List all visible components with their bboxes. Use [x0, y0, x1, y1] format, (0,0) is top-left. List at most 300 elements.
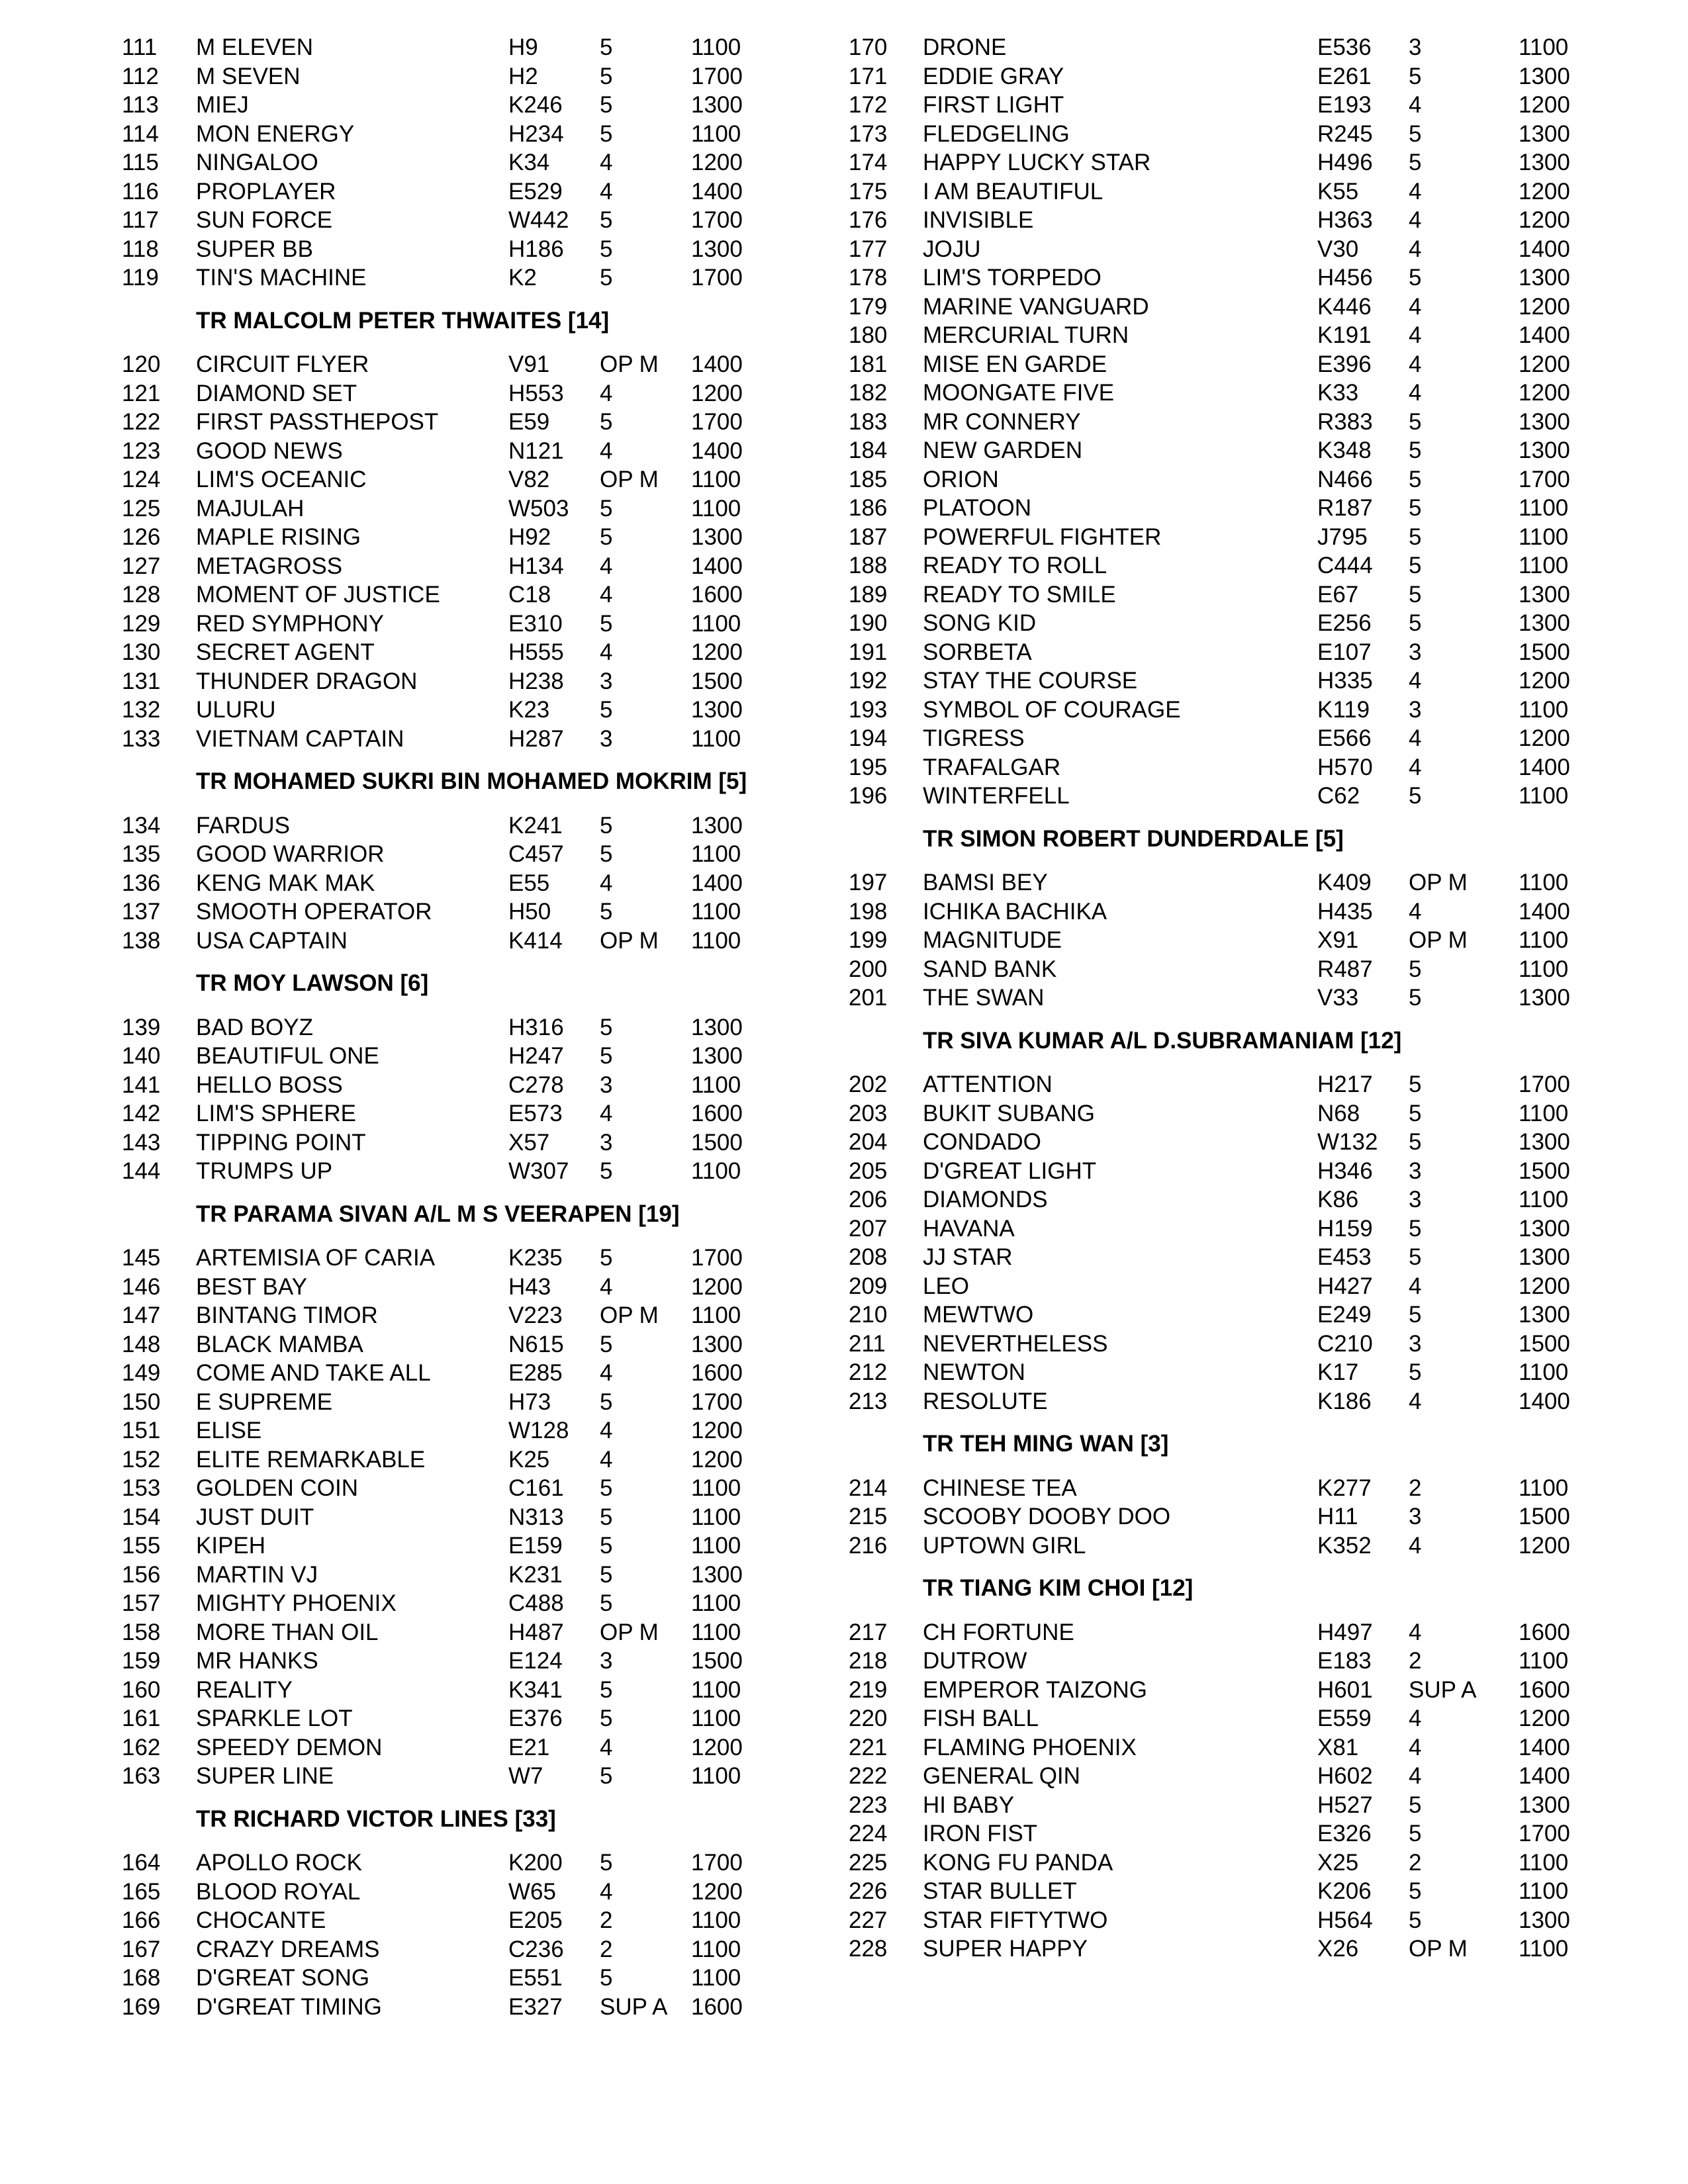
horse-code: V82 [508, 467, 550, 492]
horse-grade: 4 [1409, 351, 1422, 377]
horse-code: W442 [508, 207, 569, 233]
horse-code: H564 [1317, 1907, 1373, 1933]
horse-row [122, 381, 876, 407]
horse-row [122, 121, 876, 148]
horse-code: W132 [1317, 1129, 1378, 1155]
horse-number: 193 [849, 696, 888, 723]
horse-name: SYMBOL OF COURAGE [923, 696, 1181, 723]
horse-name: TIPPING POINT [196, 1129, 366, 1156]
horse-number: 225 [849, 1849, 888, 1876]
horse-code: V30 [1317, 236, 1359, 262]
horse-distance: 1200 [691, 1878, 743, 1905]
horse-code: E559 [1317, 1706, 1372, 1731]
horse-number: 122 [122, 409, 161, 435]
horse-number: 173 [849, 120, 888, 147]
horse-row [122, 1648, 876, 1674]
horse-grade: 4 [1409, 293, 1422, 320]
horse-grade: 5 [600, 1763, 613, 1789]
horse-row [122, 870, 876, 897]
trainer-heading [849, 1028, 1603, 1054]
horse-grade: 5 [600, 610, 613, 637]
horse-number: 160 [122, 1676, 161, 1703]
horse-code: H92 [508, 524, 551, 550]
horse-grade: 5 [1409, 120, 1422, 147]
horse-name: TIN'S MACHINE [196, 265, 367, 291]
horse-number: 169 [122, 1993, 161, 2020]
horse-grade: 4 [1409, 207, 1422, 233]
horse-name: LIM'S SPHERE [196, 1101, 357, 1126]
horse-name: HAPPY LUCKY STAR [923, 150, 1151, 175]
horse-distance: 1400 [691, 437, 743, 464]
horse-number: 213 [849, 1388, 888, 1414]
horse-name: MAJULAH [196, 495, 305, 522]
horse-grade: 3 [600, 1129, 613, 1156]
horse-grade: 4 [600, 1446, 613, 1473]
horse-number: 115 [122, 150, 159, 175]
horse-number: 214 [849, 1475, 888, 1501]
horse-row [849, 467, 1603, 493]
horse-name: APOLLO ROCK [196, 1850, 362, 1876]
horse-name: GOLDEN COIN [196, 1475, 359, 1501]
horse-distance: 1500 [1519, 1504, 1570, 1529]
horse-row [849, 121, 1603, 148]
horse-grade: 3 [600, 1071, 613, 1098]
horse-grade: 2 [1409, 1849, 1422, 1876]
horse-row [849, 553, 1603, 579]
horse-grade: 5 [600, 1245, 613, 1271]
horse-distance: 1600 [691, 1360, 743, 1386]
trainer-heading [849, 1431, 1603, 1457]
horse-code: K341 [508, 1676, 563, 1703]
horse-distance: 1300 [691, 1014, 743, 1040]
horse-row [122, 1850, 876, 1876]
horse-code: E310 [508, 610, 563, 637]
trainer-heading [122, 970, 876, 997]
horse-distance: 1300 [1519, 1244, 1570, 1270]
horse-grade: 4 [600, 1734, 613, 1760]
horse-row [849, 610, 1603, 637]
horse-number: 178 [849, 265, 888, 291]
trainer-heading-text: TR TIANG KIM CHOI [12] [923, 1575, 1194, 1601]
horse-code: E193 [1317, 92, 1372, 118]
horse-distance: 1400 [1519, 1388, 1570, 1414]
horse-distance: 1400 [1519, 1763, 1570, 1789]
horse-number: 179 [849, 293, 888, 320]
horse-number: 128 [122, 582, 161, 608]
horse-name: DRONE [923, 34, 1007, 60]
horse-name: RESOLUTE [923, 1388, 1048, 1414]
horse-code: K409 [1317, 870, 1372, 895]
horse-code: N313 [508, 1504, 564, 1530]
horse-grade: 5 [1409, 783, 1422, 809]
horse-row [849, 1850, 1603, 1876]
horse-distance: 1300 [1519, 437, 1570, 463]
horse-grade: 4 [1409, 92, 1422, 118]
horse-grade: 3 [1409, 1330, 1422, 1357]
horse-code: C488 [508, 1590, 564, 1616]
horse-grade: 2 [600, 1907, 613, 1933]
horse-number: 156 [122, 1561, 161, 1588]
horse-distance: 1700 [691, 63, 743, 89]
horse-row [849, 1763, 1603, 1790]
horse-distance: 1200 [691, 1446, 743, 1473]
horse-grade: 4 [600, 1273, 613, 1300]
horse-distance: 1300 [1519, 120, 1570, 147]
horse-row [849, 1158, 1603, 1185]
horse-code: H527 [1317, 1792, 1373, 1818]
horse-grade: 5 [1409, 1244, 1422, 1270]
horse-code: K277 [1317, 1475, 1372, 1501]
horse-distance: 1200 [691, 380, 743, 406]
horse-distance: 1100 [691, 1071, 741, 1098]
horse-row [122, 1101, 876, 1127]
horse-grade: 5 [600, 1850, 613, 1876]
horse-code: H43 [508, 1273, 551, 1300]
horse-grade: 4 [600, 178, 613, 205]
horse-code: N121 [508, 437, 564, 464]
horse-distance: 1100 [1519, 1359, 1569, 1385]
horse-distance: 1100 [691, 1706, 741, 1731]
horse-distance: 1100 [1519, 956, 1569, 982]
horse-distance: 1100 [691, 841, 741, 867]
horse-grade: 3 [600, 668, 613, 694]
horse-grade: 5 [600, 495, 613, 522]
horse-row [849, 34, 1603, 61]
horse-row [122, 1763, 876, 1790]
horse-code: N615 [508, 1331, 564, 1357]
horse-code: H570 [1317, 754, 1373, 780]
horse-row [849, 322, 1603, 349]
horse-grade: 5 [1409, 150, 1422, 175]
horse-number: 188 [849, 553, 888, 578]
horse-distance: 1300 [1519, 1215, 1570, 1242]
horse-grade: OP M [600, 1302, 659, 1328]
horse-code: J795 [1317, 523, 1368, 550]
horse-code: W307 [508, 1158, 569, 1184]
horse-grade: 5 [1409, 1878, 1422, 1904]
horse-grade: 5 [600, 1043, 613, 1069]
horse-name: BEST BAY [196, 1273, 307, 1300]
horse-code: K119 [1317, 696, 1370, 723]
horse-number: 186 [849, 495, 888, 521]
horse-code: K2 [508, 265, 537, 291]
horse-number: 184 [849, 437, 888, 463]
horse-number: 187 [849, 523, 888, 550]
horse-grade: 4 [1409, 754, 1422, 780]
trainer-heading-text: TR PARAMA SIVAN A/L M S VEERAPEN [19] [196, 1201, 680, 1227]
horse-name: MISE EN GARDE [923, 351, 1107, 377]
horse-row [849, 1187, 1603, 1213]
horse-row [849, 524, 1603, 551]
horse-grade: 4 [1409, 380, 1422, 406]
horse-row [122, 438, 876, 465]
horse-name: STAR BULLET [923, 1878, 1077, 1904]
horse-row [122, 1447, 876, 1473]
horse-distance: 1100 [1519, 553, 1569, 578]
horse-distance: 1100 [1519, 1849, 1569, 1876]
horse-grade: 5 [600, 1590, 613, 1616]
horse-distance: 1300 [691, 236, 743, 262]
horse-code: H602 [1317, 1763, 1373, 1789]
horse-code: C62 [1317, 783, 1360, 809]
horse-grade: 4 [600, 1101, 613, 1126]
horse-code: E566 [1317, 725, 1372, 751]
horse-name: STAR FIFTYTWO [923, 1907, 1108, 1933]
horse-row [122, 697, 876, 723]
horse-number: 218 [849, 1648, 888, 1674]
horse-row [849, 351, 1603, 378]
horse-grade: 5 [600, 1014, 613, 1040]
horse-row [122, 1562, 876, 1588]
horse-code: K352 [1317, 1532, 1372, 1559]
horse-name: BLOOD ROYAL [196, 1878, 361, 1905]
horse-grade: 5 [600, 409, 613, 435]
horse-row [849, 1504, 1603, 1530]
horse-grade: 5 [600, 1331, 613, 1357]
horse-distance: 1300 [1519, 408, 1570, 435]
horse-name: FIRST PASSTHEPOST [196, 409, 439, 435]
horse-grade: 5 [1409, 985, 1422, 1011]
horse-distance: 1100 [1519, 1100, 1569, 1126]
horse-grade: 5 [600, 899, 613, 925]
horse-number: 131 [122, 668, 161, 694]
horse-distance: 1700 [691, 265, 743, 291]
horse-name: UPTOWN GIRL [923, 1532, 1086, 1559]
horse-distance: 1400 [691, 178, 743, 205]
trainer-heading-text: TR MOHAMED SUKRI BIN MOHAMED MOKRIM [5] [196, 768, 747, 794]
horse-name: LEO [923, 1273, 970, 1299]
horse-code: K446 [1317, 293, 1372, 320]
horse-row [849, 639, 1603, 666]
horse-distance: 1300 [691, 524, 743, 550]
horse-grade: 4 [1409, 1532, 1422, 1559]
horse-code: R383 [1317, 408, 1373, 435]
horse-distance: 1100 [691, 1965, 741, 1991]
horse-grade: 5 [600, 265, 613, 291]
horse-distance: 1100 [691, 1590, 741, 1616]
horse-distance: 1100 [691, 120, 741, 147]
horse-code: E256 [1317, 610, 1372, 636]
horse-distance: 1200 [691, 639, 743, 665]
horse-row [849, 409, 1603, 435]
horse-code: K414 [508, 927, 563, 954]
horse-row [122, 467, 876, 493]
horse-code: E285 [508, 1360, 563, 1386]
horse-name: GOOD NEWS [196, 437, 343, 464]
horse-distance: 1300 [1519, 1792, 1570, 1818]
horse-grade: 4 [600, 1878, 613, 1905]
horse-name: FISH BALL [923, 1706, 1039, 1731]
trainer-heading-text: TR RICHARD VICTOR LINES [33] [196, 1805, 556, 1832]
horse-code: C444 [1317, 553, 1373, 578]
horse-number: 147 [122, 1302, 161, 1328]
horse-distance: 1300 [1519, 265, 1570, 291]
horse-distance: 1100 [691, 1533, 741, 1559]
horse-number: 151 [122, 1418, 161, 1443]
horse-name: TRUMPS UP [196, 1158, 333, 1184]
horse-row [849, 1359, 1603, 1386]
horse-name: VIETNAM CAPTAIN [196, 725, 404, 752]
horse-number: 142 [122, 1101, 161, 1126]
horse-distance: 1300 [1519, 581, 1570, 608]
horse-name: SPARKLE LOT [196, 1706, 353, 1731]
horse-grade: 5 [1409, 956, 1422, 982]
horse-row [122, 1360, 876, 1387]
horse-distance: 1100 [1519, 1878, 1569, 1904]
horse-grade: 4 [1409, 898, 1422, 925]
horse-name: E SUPREME [196, 1388, 333, 1415]
horse-number: 116 [122, 178, 159, 205]
horse-row [122, 1475, 876, 1502]
horse-number: 150 [122, 1388, 161, 1415]
horse-grade: 4 [600, 553, 613, 579]
horse-code: H238 [508, 668, 564, 694]
horse-name: MEWTWO [923, 1302, 1034, 1328]
horse-number: 165 [122, 1878, 161, 1905]
horse-name: MON ENERGY [196, 120, 355, 147]
horse-number: 207 [849, 1215, 888, 1242]
horse-name: CH FORTUNE [923, 1619, 1074, 1645]
horse-number: 196 [849, 783, 888, 809]
horse-code: H363 [1317, 207, 1373, 233]
horse-grade: 5 [1409, 581, 1422, 608]
horse-distance: 1100 [691, 899, 741, 925]
horse-distance: 1100 [691, 1763, 741, 1789]
horse-number: 157 [122, 1590, 161, 1616]
horse-code: K33 [1317, 380, 1359, 406]
horse-grade: 5 [1409, 1129, 1422, 1155]
horse-row [122, 553, 876, 580]
horse-code: E59 [508, 409, 550, 435]
horse-grade: 4 [600, 1418, 613, 1443]
horse-code: K34 [508, 150, 550, 175]
horse-distance: 1100 [691, 1936, 741, 1962]
horse-row [849, 64, 1603, 90]
horse-code: K231 [508, 1561, 563, 1588]
horse-row [849, 1878, 1603, 1905]
horse-number: 138 [122, 927, 161, 954]
horse-row [849, 294, 1603, 320]
horse-distance: 1100 [1519, 1648, 1569, 1674]
horse-code: H2 [508, 63, 538, 89]
horse-grade: 5 [1409, 265, 1422, 291]
horse-number: 216 [849, 1532, 888, 1559]
horse-name: PLATOON [923, 495, 1032, 521]
horse-distance: 1200 [1519, 380, 1570, 406]
horse-grade: 5 [600, 1475, 613, 1501]
horse-distance: 1100 [691, 1676, 741, 1703]
horse-distance: 1600 [1519, 1619, 1570, 1645]
horse-code: H287 [508, 725, 564, 752]
horse-distance: 1400 [1519, 898, 1570, 925]
horse-code: E529 [508, 178, 563, 205]
horse-grade: OP M [600, 1619, 659, 1645]
horse-number: 133 [122, 725, 161, 752]
horse-code: H601 [1317, 1676, 1373, 1703]
horse-name: READY TO SMILE [923, 581, 1116, 608]
horse-distance: 1400 [1519, 754, 1570, 780]
horse-number: 136 [122, 870, 161, 896]
horse-code: H487 [508, 1619, 564, 1645]
horse-name: DIAMOND SET [196, 380, 357, 406]
horse-code: R245 [1317, 120, 1373, 147]
horse-name: JJ STAR [923, 1244, 1013, 1270]
horse-code: E261 [1317, 63, 1372, 89]
horse-row [122, 1245, 876, 1271]
horse-number: 202 [849, 1071, 888, 1097]
horse-distance: 1200 [1519, 293, 1570, 320]
horse-distance: 1100 [691, 1619, 741, 1645]
horse-row [122, 928, 876, 954]
horse-number: 209 [849, 1273, 888, 1299]
horse-number: 185 [849, 466, 888, 492]
horse-code: K25 [508, 1446, 550, 1473]
horse-name: ORION [923, 466, 999, 492]
horse-code: H234 [508, 120, 564, 147]
horse-row [849, 582, 1603, 608]
horse-number: 180 [849, 322, 888, 348]
trainer-heading [849, 1575, 1603, 1602]
horse-grade: 5 [1409, 437, 1422, 463]
horse-row [849, 1936, 1603, 1962]
horse-code: E183 [1317, 1648, 1372, 1674]
trainer-heading-text: TR SIVA KUMAR A/L D.SUBRAMANIAM [12] [923, 1027, 1402, 1054]
horse-code: R487 [1317, 956, 1373, 982]
horse-row [122, 1389, 876, 1416]
horse-code: W7 [508, 1763, 543, 1789]
horse-name: DUTROW [923, 1648, 1027, 1674]
horse-number: 167 [122, 1936, 161, 1962]
horse-row [122, 668, 876, 695]
horse-code: E453 [1317, 1244, 1372, 1270]
horse-name: CRAZY DREAMS [196, 1936, 380, 1962]
horse-number: 125 [122, 495, 161, 522]
horse-grade: 4 [1409, 1273, 1422, 1299]
horse-name: JUST DUIT [196, 1504, 314, 1530]
horse-code: K348 [1317, 437, 1372, 463]
horse-name: ATTENTION [923, 1071, 1053, 1097]
horse-distance: 1300 [1519, 1907, 1570, 1933]
horse-number: 175 [849, 178, 888, 205]
horse-name: HAVANA [923, 1215, 1015, 1242]
horse-distance: 1100 [691, 1158, 741, 1184]
horse-row [849, 1821, 1603, 1847]
horse-grade: 5 [600, 236, 613, 262]
horse-name: ULURU [196, 697, 276, 723]
trainer-heading-text: TR TEH MING WAN [3] [923, 1431, 1169, 1457]
horse-grade: OP M [1409, 1936, 1468, 1962]
horse-row [122, 265, 876, 291]
horse-grade: 2 [1409, 1475, 1422, 1501]
horse-number: 135 [122, 841, 161, 867]
horse-name: ELITE REMARKABLE [196, 1446, 426, 1473]
horse-name: THUNDER DRAGON [196, 668, 418, 694]
horse-name: RED SYMPHONY [196, 610, 384, 637]
horse-number: 194 [849, 725, 888, 751]
horse-code: E376 [508, 1706, 563, 1731]
horse-name: ELISE [196, 1418, 262, 1443]
horse-number: 119 [122, 265, 159, 291]
horse-name: THE SWAN [923, 985, 1045, 1011]
trainer-heading-text: TR SIMON ROBERT DUNDERDALE [5] [923, 825, 1344, 852]
horse-grade: 3 [1409, 1504, 1422, 1529]
horse-code: V91 [508, 351, 550, 377]
horse-name: REALITY [196, 1676, 293, 1703]
horse-row [122, 1072, 876, 1099]
horse-number: 220 [849, 1706, 888, 1731]
horse-grade: 5 [600, 1504, 613, 1530]
horse-number: 140 [122, 1043, 161, 1069]
